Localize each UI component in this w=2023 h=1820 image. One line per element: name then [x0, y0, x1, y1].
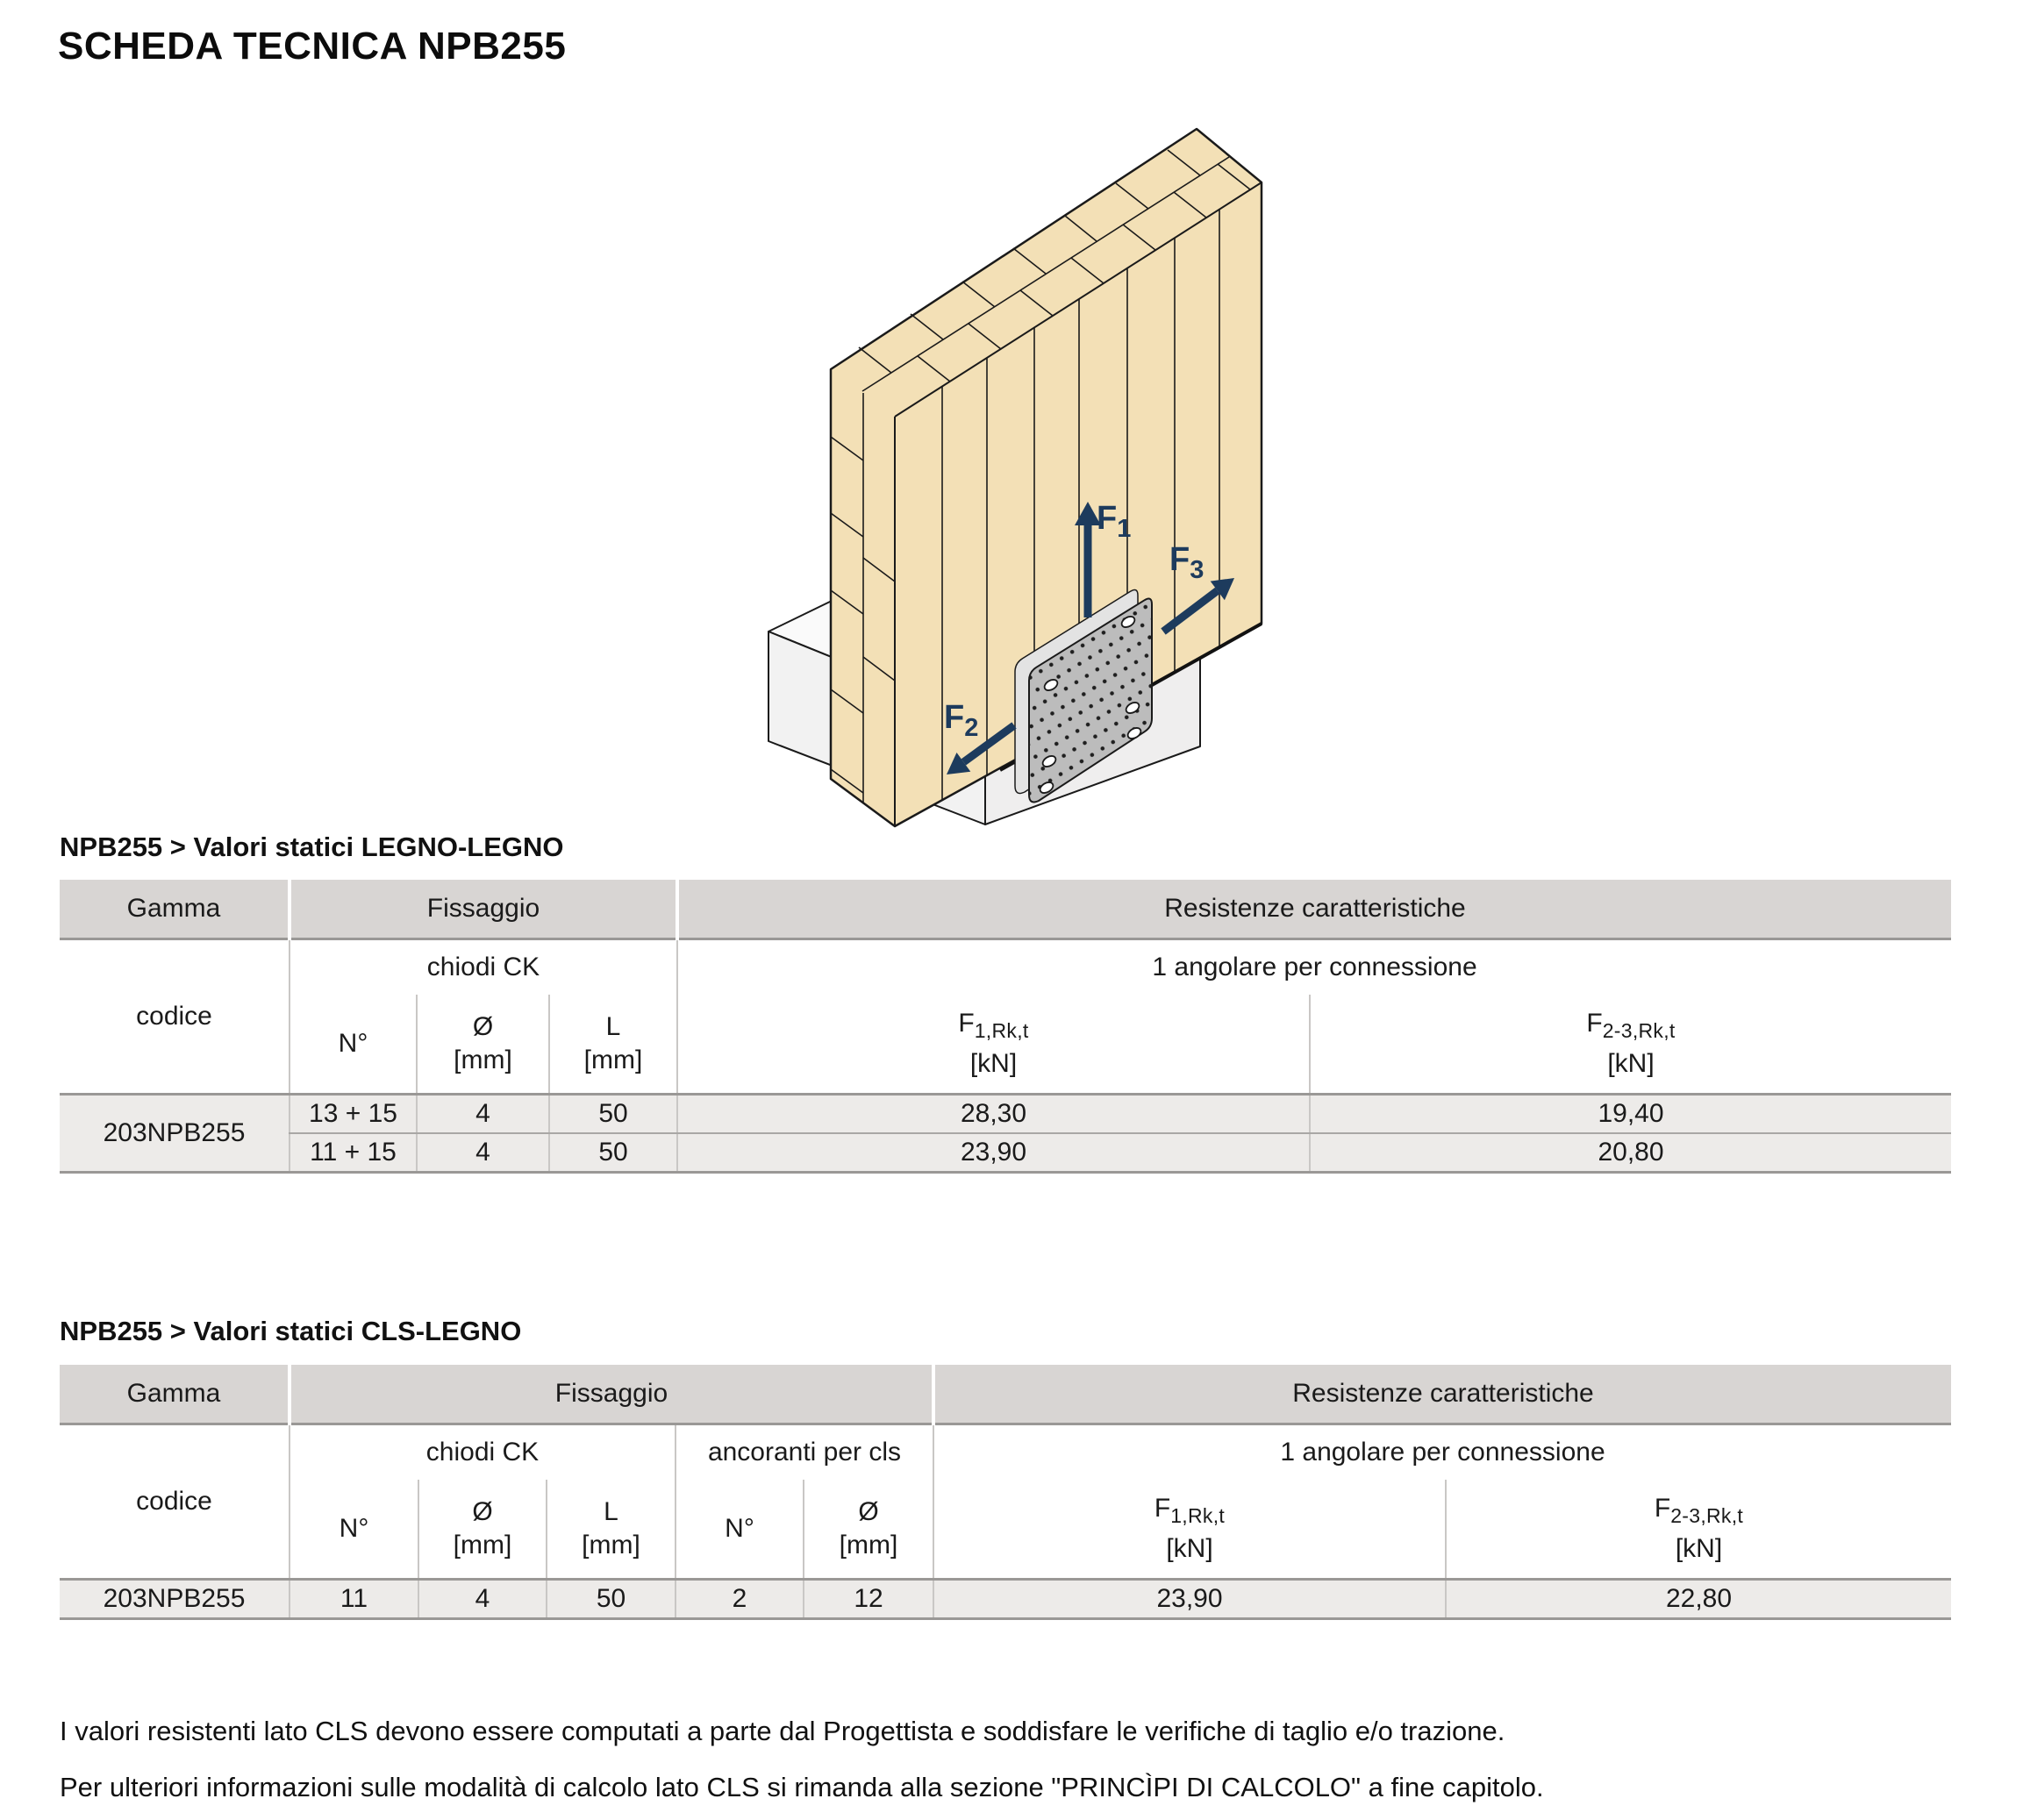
footer-note-line1: I valori resistenti lato CLS devono essere computati a parte dal Progettista e soddisfare le verifiche di taglio e/o trazione.: [60, 1716, 1505, 1746]
cell-f1: 23,90: [933, 1580, 1446, 1619]
header-chiodi-ck: chiodi CK: [290, 1424, 676, 1481]
section-title-legno-legno: NPB255 > Valori statici LEGNO-LEGNO: [60, 831, 564, 862]
header-fissaggio: Fissaggio: [290, 1365, 933, 1424]
length-symbol: L: [605, 1012, 621, 1041]
header-diametro-ancoranti: [804, 1480, 933, 1580]
header-resistenze: Resistenze caratteristiche: [933, 1365, 1951, 1424]
cell-codice: 203NPB255: [60, 1095, 290, 1173]
f1-base: F: [1154, 1494, 1171, 1523]
header-lunghezza: [549, 995, 677, 1095]
cell-f23: 20,80: [1310, 1133, 1951, 1173]
unit-mm: [mm]: [453, 1531, 512, 1559]
cell-codice: 203NPB255: [60, 1580, 290, 1619]
cell-f23: 19,40: [1310, 1095, 1951, 1134]
footer-notes: [60, 1703, 1544, 1816]
cell-diam: 4: [417, 1133, 549, 1173]
header-diametro: [418, 1480, 547, 1580]
isometric-illustration: [509, 70, 1386, 833]
header-lunghezza: [547, 1480, 676, 1580]
f1-subscript: 1,Rk,t: [1170, 1504, 1226, 1527]
cell-diam-ancoranti: 12: [804, 1580, 933, 1619]
unit-mm: [mm]: [582, 1531, 640, 1559]
header-chiodi-ck: chiodi CK: [290, 939, 677, 996]
header-codice: codice: [60, 939, 290, 1095]
cell-diam: 4: [417, 1095, 549, 1134]
header-gamma: Gamma: [60, 880, 290, 939]
header-angolare: 1 angolare per connessione: [677, 939, 1951, 996]
diameter-symbol: Ø: [858, 1497, 879, 1526]
force-label-f3: $F_3$: [1169, 541, 1205, 584]
cell-f23: 22,80: [1446, 1580, 1951, 1619]
cell-l: 50: [549, 1133, 677, 1173]
cell-n-ancoranti: 2: [676, 1580, 804, 1619]
footer-note-line2: Per ulteriori informazioni sulle modalità di calcolo lato CLS si rimanda alla sezione "PRINCÌPI DI CALCOLO" a fine capitolo.: [60, 1772, 1544, 1802]
section-title-cls-legno: NPB255 > Valori statici CLS-LEGNO: [60, 1316, 522, 1346]
header-diametro: [417, 995, 549, 1095]
f1-subscript: 1,Rk,t: [974, 1019, 1029, 1042]
cell-n-chiodi: 11: [290, 1580, 418, 1619]
unit-kn: [kN]: [1675, 1534, 1723, 1563]
cell-f1: 28,30: [677, 1095, 1310, 1134]
unit-kn: [kN]: [969, 1049, 1018, 1078]
header-ancoranti: ancoranti per cls: [676, 1424, 933, 1481]
unit-kn: [kN]: [1607, 1049, 1655, 1078]
table-cls-legno: [60, 1365, 1951, 1620]
header-f1: [677, 995, 1310, 1095]
header-f23: [1310, 995, 1951, 1095]
cell-n: 11 + 15: [290, 1133, 417, 1173]
header-f23: [1446, 1480, 1951, 1580]
f23-subscript: 2-3,Rk,t: [1670, 1504, 1744, 1527]
f23-subscript: 2-3,Rk,t: [1602, 1019, 1676, 1042]
cell-n: 13 + 15: [290, 1095, 417, 1134]
cell-f1: 23,90: [677, 1133, 1310, 1173]
header-codice: codice: [60, 1424, 290, 1580]
unit-mm: [mm]: [454, 1046, 512, 1074]
cell-l: 50: [549, 1095, 677, 1134]
cell-l-chiodi: 50: [547, 1580, 676, 1619]
header-angolare: 1 angolare per connessione: [933, 1424, 1951, 1481]
header-f1: [933, 1480, 1446, 1580]
f1-base: F: [958, 1009, 975, 1038]
force-label-f2: $F_2$: [944, 699, 979, 742]
f23-base: F: [1654, 1494, 1671, 1523]
force-label-f1: $F_1$: [1097, 500, 1132, 543]
header-n: N°: [290, 995, 417, 1095]
unit-mm: [mm]: [839, 1531, 898, 1559]
diameter-symbol: Ø: [472, 1012, 494, 1041]
unit-kn: [kN]: [1166, 1534, 1213, 1563]
header-n-ancoranti: N°: [676, 1480, 804, 1580]
header-resistenze: Resistenze caratteristiche: [677, 880, 1951, 939]
unit-mm: [mm]: [583, 1046, 643, 1074]
length-symbol: L: [604, 1497, 618, 1526]
page-title: SCHEDA TECNICA NPB255: [58, 25, 567, 68]
header-gamma: Gamma: [60, 1365, 290, 1424]
header-n: N°: [290, 1480, 418, 1580]
f23-base: F: [1586, 1009, 1603, 1038]
cell-diam-chiodi: 4: [418, 1580, 547, 1619]
header-fissaggio: Fissaggio: [290, 880, 677, 939]
table-legno-legno: [60, 880, 1951, 1174]
diameter-symbol: Ø: [472, 1497, 493, 1526]
